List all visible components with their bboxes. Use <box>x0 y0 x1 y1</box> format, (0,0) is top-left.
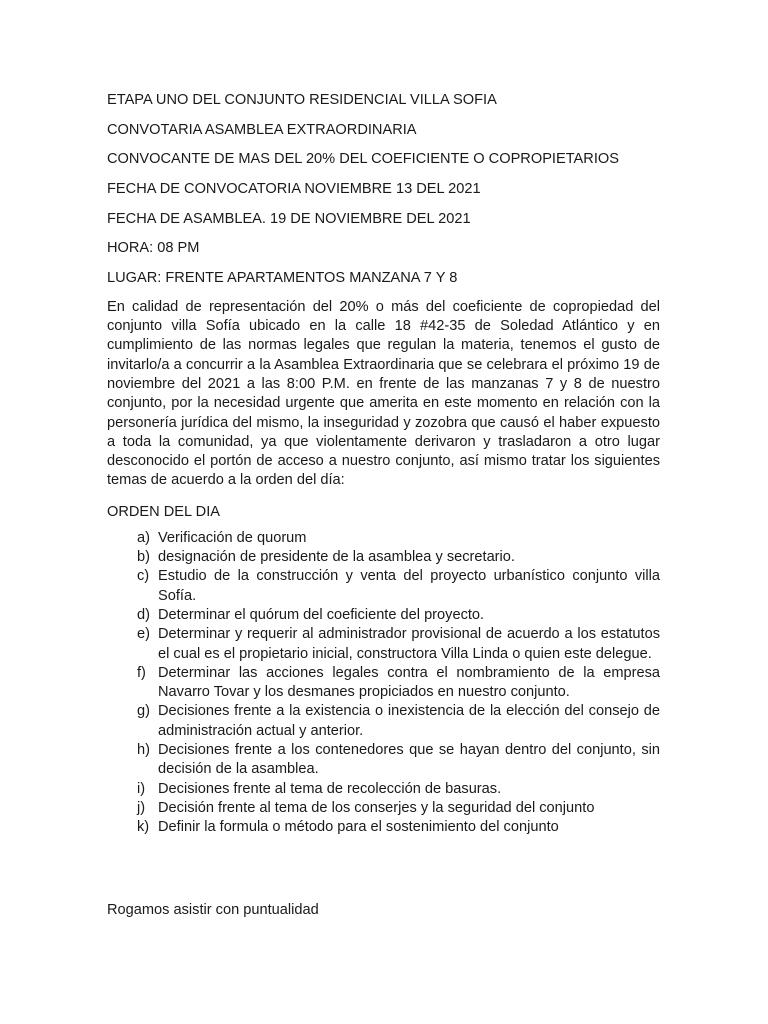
agenda-item-marker: d) <box>137 606 150 623</box>
agenda-item <box>107 741 660 780</box>
agenda-item-text: Decisión frente al tema de los conserjes y la seguridad del conjunto <box>158 799 595 816</box>
agenda-item-marker: b) <box>137 549 150 566</box>
header-line-convocatoria: CONVOTARIA ASAMBLEA EXTRAORDINARIA <box>107 121 417 138</box>
agenda-item <box>107 799 660 818</box>
agenda-item <box>107 606 660 625</box>
agenda-item <box>107 818 660 837</box>
agenda-item <box>107 529 660 548</box>
agenda-item <box>107 702 660 741</box>
agenda-item-marker: h) <box>137 742 150 759</box>
agenda-item-marker: a) <box>137 529 150 546</box>
agenda-item-text: Definir la formula o método para el sostenimiento del conjunto <box>158 819 559 836</box>
agenda-item <box>107 780 660 799</box>
header-line-fecha-asamblea: FECHA DE ASAMBLEA. 19 DE NOVIEMBRE DEL 2021 <box>107 210 471 227</box>
header-line-fecha-convocatoria: FECHA DE CONVOCATORIA NOVIEMBRE 13 DEL 2021 <box>107 181 481 198</box>
agenda-item-text: Determinar el quórum del coeficiente del proyecto. <box>158 606 485 623</box>
agenda-item-text: designación de presidente de la asamblea y secretario. <box>158 549 515 566</box>
intro-paragraph: En calidad de representación del 20% o más del coeficiente de copropiedad del conjunto villa Sofía ubicado en la calle 18 #42-35 de Soledad Atlántico y en cumplimiento de las normas legales que regulan la materia, tenemos el gusto de invitarlo/a a concurrir a la Asamblea Extraordinaria que se celebrara el próximo 19 de noviembre del 2021 a las 8:00 P.M. en frente de las manzanas 7 y 8 de nuestro conjunto, por la necesidad urgente que amerita en este momento en relación con la personería jurídica del mismo, la inseguridad y zozobra que causó el haber expuesto a toda la comunidad, ya que violentamente derivaron y trasladaron a otro lugar desconocido el portón de acceso a nuestro conjunto, así mismo tratar los siguientes temas de acuerdo a la orden del día: <box>107 298 660 489</box>
agenda-item <box>107 625 660 664</box>
agenda-item-text: Determinar y requerir al administrador provisional de acuerdo a los estatutos el cual es el propietario inicial, constructora Villa Linda o quien este delegue. <box>158 626 660 662</box>
agenda-item <box>107 548 660 567</box>
agenda-item-text: Estudio de la construcción y venta del proyecto urbanístico conjunto villa Sofía. <box>158 568 660 604</box>
agenda-item-text: Decisiones frente al tema de recolección de basuras. <box>158 780 502 797</box>
agenda-item-marker: e) <box>137 626 150 643</box>
agenda-item-marker: c) <box>137 568 150 585</box>
agenda-item-marker: k) <box>137 819 150 836</box>
agenda-item <box>107 567 660 606</box>
header-line-lugar: LUGAR: FRENTE APARTAMENTOS MANZANA 7 Y 8 <box>107 270 458 287</box>
agenda-item <box>107 664 660 703</box>
closing-line: Rogamos asistir con puntualidad <box>107 902 319 918</box>
agenda-item-marker: i) <box>137 780 146 797</box>
header-line-conjunto: ETAPA UNO DEL CONJUNTO RESIDENCIAL VILLA SOFIA <box>107 92 497 108</box>
agenda-item-marker: g) <box>137 703 150 720</box>
agenda-item-marker: f) <box>137 664 146 681</box>
header-line-hora: HORA: 08 PM <box>107 240 200 257</box>
header-line-convocante: CONVOCANTE DE MAS DEL 20% DEL COEFICIENTE O COPROPIETARIOS <box>107 151 619 168</box>
agenda-item-text: Decisiones frente a la existencia o inexistencia de la elección del consejo de administración actual y anterior. <box>158 703 660 739</box>
agenda-list <box>107 529 660 838</box>
agenda-item-marker: j) <box>137 799 146 816</box>
agenda-item-text: Verificación de quorum <box>158 529 307 546</box>
document-page <box>107 90 660 838</box>
agenda-title: ORDEN DEL DIA <box>107 503 220 520</box>
agenda-item-text: Determinar las acciones legales contra el nombramiento de la empresa Navarro Tovar y los desmanes propiciados en nuestro conjunto. <box>158 664 660 701</box>
agenda-item-text: Decisiones frente a los contenedores que se hayan dentro del conjunto, sin decisión de la asamblea. <box>158 742 660 778</box>
